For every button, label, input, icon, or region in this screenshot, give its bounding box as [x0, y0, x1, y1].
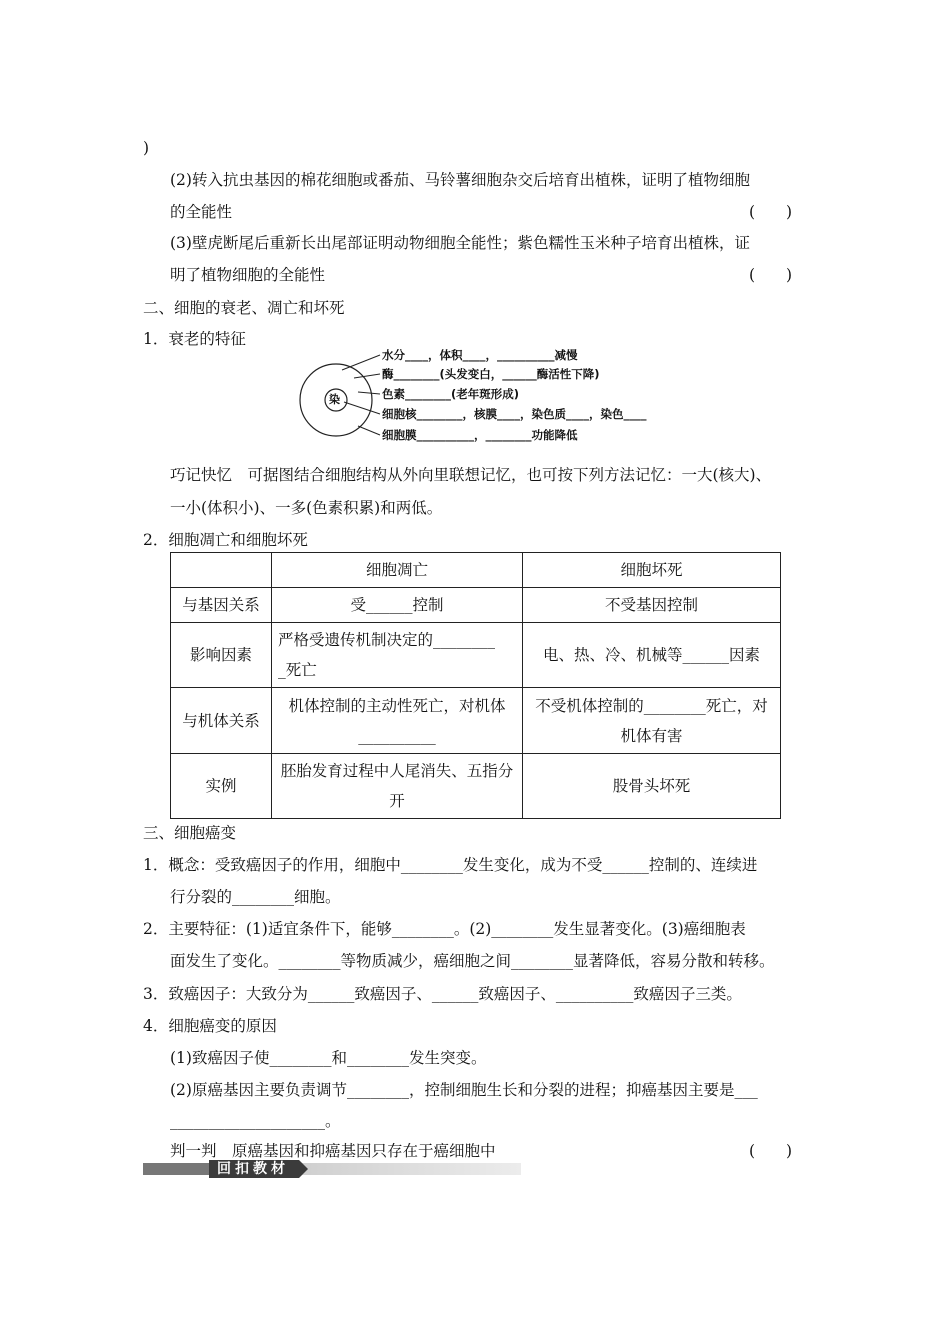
- text-line: 2．主要特征：(1)适宜条件下，能够________。(2)________发生显著变化。(3)癌细胞表: [143, 920, 746, 938]
- diagram-label: 酶________(头发变白，______酶活性下降): [382, 367, 600, 381]
- pointer-line: [358, 426, 380, 435]
- table-cell: [171, 553, 272, 588]
- text-line: 的全能性: [170, 203, 233, 221]
- comparison-table: [170, 552, 781, 819]
- table-row: [171, 588, 781, 623]
- judge-statement: 判一判 原癌基因和抑癌基因只存在于癌细胞中: [170, 1142, 496, 1160]
- pointer-line: [342, 355, 380, 370]
- table-header-cell: 细胞凋亡: [272, 553, 523, 588]
- table-header-row: [171, 553, 781, 588]
- subsection-heading: 2．细胞凋亡和细胞坏死: [143, 531, 308, 549]
- table-cell: 不受机体控制的________死亡，对机体有害: [523, 688, 781, 754]
- diagram-label: 细胞膜__________，________功能降低: [382, 428, 578, 442]
- answer-paren: ( ): [749, 203, 793, 221]
- table-cell: 机体控制的主动性死亡，对机体__________: [272, 688, 523, 754]
- text-line: 3．致癌因子：大致分为______致癌因子、______致癌因子、__________致癌因子三类。: [143, 985, 742, 1003]
- diagram-label: 色素________(老年斑形成): [382, 387, 520, 401]
- pointer-line: [344, 402, 380, 414]
- row-label: 影响因素: [171, 623, 272, 688]
- banner-title: 回扣教材: [209, 1160, 299, 1178]
- row-label: 实例: [171, 754, 272, 819]
- section-heading: 二、细胞的衰老、凋亡和坏死: [143, 299, 345, 317]
- banner-bar-left: [143, 1163, 209, 1175]
- row-label: 与基因关系: [171, 588, 272, 623]
- text-line: (2)转入抗虫基因的棉花细胞或番茄、马铃薯细胞杂交后培育出植株，证明了植物细胞: [170, 171, 750, 189]
- table-row: [171, 754, 781, 819]
- text-line: 面发生了变化。________等物质减少，癌细胞之间________显著降低，容易分散和转移。: [170, 952, 775, 970]
- row-label: 与机体关系: [171, 688, 272, 754]
- pointer-line: [358, 392, 380, 394]
- table-cell: 胚胎发育过程中人尾消失、五指分开: [272, 754, 523, 819]
- text-line: 行分裂的________细胞。: [170, 888, 341, 906]
- diagram-label: 水分____，体积____，__________减慢: [382, 348, 578, 362]
- table-header-cell: 细胞坏死: [523, 553, 781, 588]
- table-cell: 受______控制: [272, 588, 523, 623]
- table-cell: 严格受遗传机制决定的________ _死亡: [272, 623, 523, 688]
- section-heading: 三、细胞癌变: [143, 824, 237, 842]
- banner-arrow: [299, 1160, 308, 1178]
- table-row: [171, 623, 781, 688]
- text-line: (2)原癌基因主要负责调节________，控制细胞生长和分裂的进程；抑癌基因主要是___: [170, 1081, 758, 1099]
- pointer-line: [354, 374, 380, 378]
- table-cell: 不受基因控制: [523, 588, 781, 623]
- text-line: (1)致癌因子使________和________发生突变。: [170, 1049, 487, 1067]
- table-row: [171, 688, 781, 754]
- nucleus-label: 染: [329, 393, 340, 406]
- banner-bar-right: [299, 1163, 521, 1175]
- aging-cell-diagram: [298, 346, 658, 446]
- text-line: ____________________。: [170, 1112, 341, 1130]
- answer-paren: ( ): [749, 1142, 793, 1160]
- table-cell: 电、热、冷、机械等______因素: [523, 623, 781, 688]
- text-line: (3)壁虎断尾后重新长出尾部证明动物细胞全能性；紫色糯性玉米种子培育出植株，证: [170, 234, 750, 252]
- text-line: 1．概念：受致癌因子的作用，细胞中________发生变化，成为不受______控制的、连续进: [143, 856, 758, 874]
- section-banner: [143, 1160, 521, 1178]
- text-line: ): [143, 139, 150, 157]
- text-line: 明了植物细胞的全能性: [170, 266, 326, 284]
- memory-tip: 巧记快忆 可据图结合细胞结构从外向里联想记忆，也可按下列方法记忆：一大(核大)、: [170, 466, 772, 484]
- text-line: 4．细胞癌变的原因: [143, 1017, 277, 1035]
- memory-tip: 一小(体积小)、一多(色素积累)和两低。: [170, 499, 443, 517]
- table-cell: 股骨头坏死: [523, 754, 781, 819]
- diagram-label: 细胞核________，核膜____，染色质____，染色____: [382, 407, 647, 421]
- answer-paren: ( ): [749, 266, 793, 284]
- subsection-heading: 1．衰老的特征: [143, 330, 246, 348]
